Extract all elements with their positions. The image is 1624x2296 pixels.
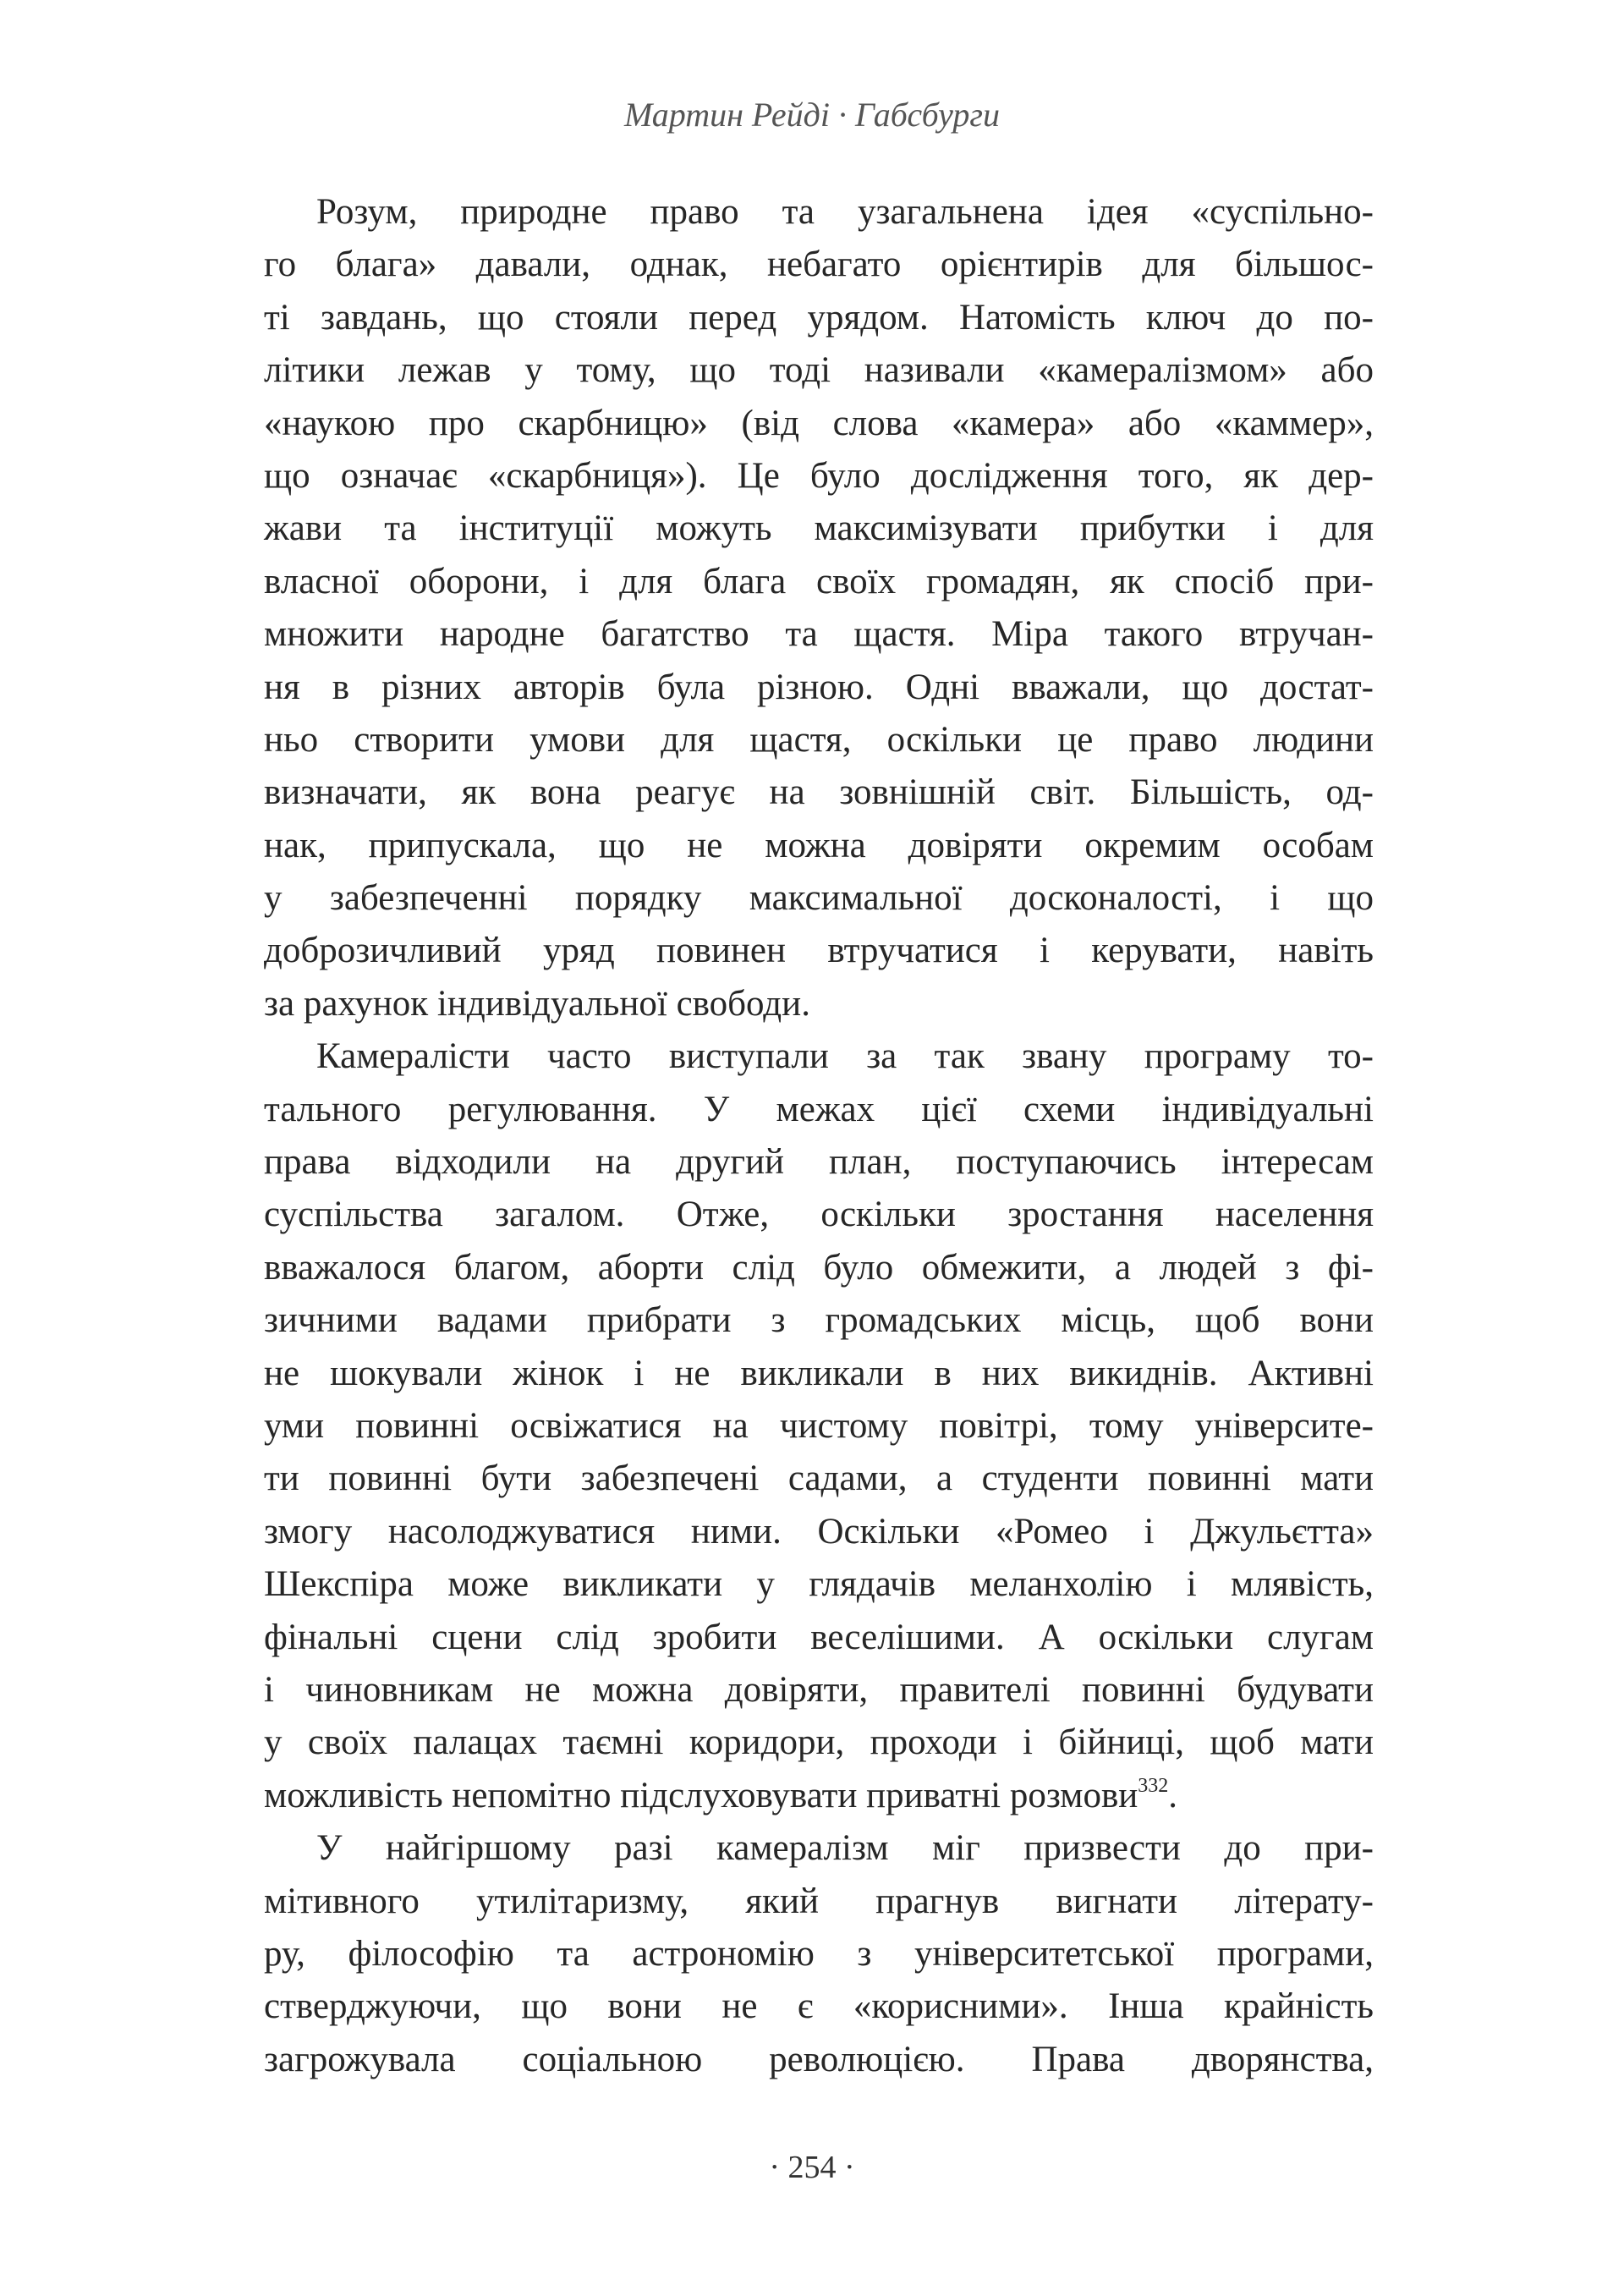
page-number: · 254 ·: [769, 2150, 855, 2185]
text-line: фінальні сцени слід зробити веселішими. А оскільки слугам: [264, 1617, 1374, 1657]
paragraph-1: [264, 186, 1374, 1030]
text-line: го блага» давали, однак, небагато орієнтирів для більшос-: [264, 244, 1374, 285]
text-line: стверджуючи, що вони не є «корисними». Інша крайність: [264, 1986, 1374, 2027]
text-line: що означає «скарбниця»). Це було дослідження того, як дер-: [264, 455, 1374, 496]
text-line: зичними вадами прибрати з громадських місць, щоб вони: [264, 1300, 1374, 1341]
paragraph-3: [264, 1822, 1374, 2086]
text-line: жави та інституції можуть максимізувати прибутки і для: [264, 508, 1374, 549]
text-line: можливість непомітно підслуховувати приватні розмови: [264, 1775, 1138, 1815]
text-line: за рахунок індивідуальної свободи.: [264, 983, 810, 1024]
text-line: тального регулювання. У межах цієї схеми індивідуальні: [264, 1089, 1374, 1129]
paragraph-2: [264, 1030, 1374, 1822]
text-line-last: [264, 1770, 1374, 1822]
text-line: ру, філософію та астрономію з університетської програми,: [264, 1933, 1374, 1974]
text-line: права відходили на другий план, поступаючись інтересам: [264, 1142, 1374, 1183]
text-line: Розум, природне право та узагальнена ідея «суспільно-: [316, 192, 1374, 232]
text-line: не шокували жінок і не викликали в них викиднів. Активні: [264, 1353, 1374, 1393]
text-line: ня в різних авторів була різною. Одні вважали, що достат-: [264, 667, 1374, 707]
text-line: ньо створити умови для щастя, оскільки це право людини: [264, 719, 1374, 760]
end-punctuation: .: [1168, 1775, 1178, 1815]
text-line: уми повинні освіжатися на чистому повітрі, тому університе-: [264, 1405, 1374, 1446]
text-line: і чиновникам не можна довіряти, правителі повинні будувати: [264, 1669, 1374, 1710]
text-line: ти повинні бути забезпечені садами, а студенти повинні мати: [264, 1458, 1374, 1499]
footnote-reference[interactable]: 332: [1138, 1774, 1169, 1797]
text-line: у забезпеченні порядку максимальної досконалості, і що: [264, 878, 1374, 919]
text-line: У найгіршому разі камералізм міг призвести до при-: [316, 1828, 1374, 1869]
page-body: [264, 186, 1374, 2086]
text-line: «наукою про скарбницю» (від слова «камера» або «каммер»,: [264, 403, 1374, 443]
text-line: літики лежав у тому, що тоді називали «камералізмом» або: [264, 350, 1374, 391]
text-line: доброзичливий уряд повинен втручатися і керувати, навіть: [264, 931, 1374, 971]
text-line: змогу насолоджуватися ними. Оскільки «Ромео і Джульєтта»: [264, 1511, 1374, 1552]
text-line: нак, припускала, що не можна довіряти окремим особам: [264, 825, 1374, 865]
running-header: Мартин Рейді · Габсбурги: [623, 96, 1001, 134]
text-line: множити народне багатство та щастя. Міра такого втручан-: [264, 614, 1374, 655]
text-line: у своїх палацах таємні коридори, проходи і бійниці, щоб мати: [264, 1722, 1374, 1763]
text-line: загрожувала соціальною революцією. Права дворянства,: [264, 2039, 1374, 2079]
text-line: суспільства загалом. Отже, оскільки зростання населення: [264, 1195, 1374, 1235]
text-line: Камералісти часто виступали за так звану програму то-: [316, 1036, 1374, 1077]
text-line: власної оборони, і для блага своїх громадян, як спосіб при-: [264, 561, 1374, 601]
text-line: ті завдань, що стояли перед урядом. Натомість ключ до по-: [264, 297, 1374, 338]
text-line: мітивного утилітаризму, який прагнув вигнати літерату-: [264, 1881, 1374, 1921]
text-line: Шекспіра може викликати у глядачів меланхолію і млявість,: [264, 1564, 1374, 1605]
text-line: вважалося благом, аборти слід було обмежити, а людей з фі-: [264, 1247, 1374, 1288]
text-line: визначати, як вона реагує на зовнішній світ. Більшість, од-: [264, 772, 1374, 813]
